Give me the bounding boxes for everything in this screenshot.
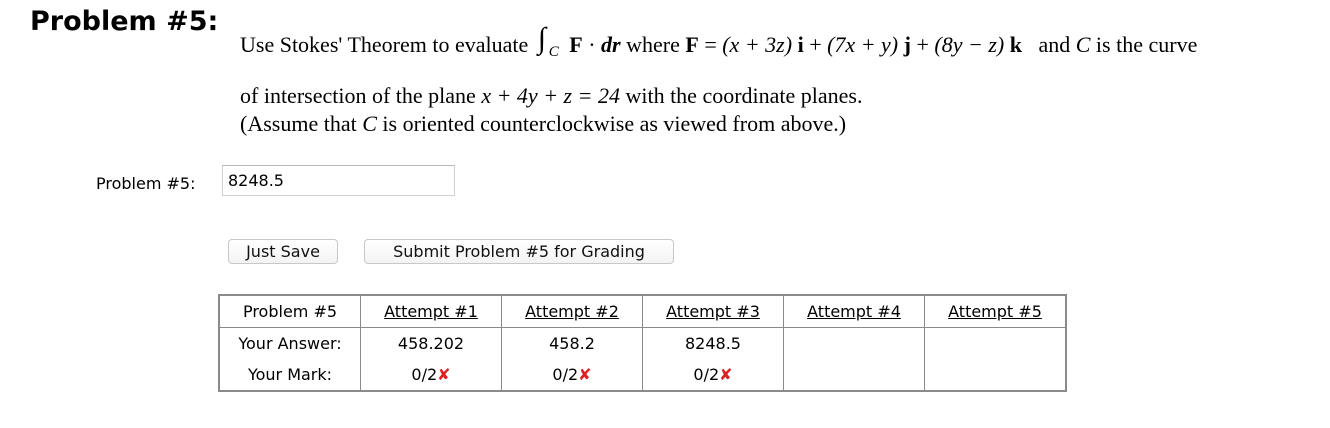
submit-for-grading-button[interactable]: Submit Problem #5 for Grading [364, 239, 674, 264]
your-mark-label: Your Mark: [219, 359, 361, 391]
attempt-3-mark: 0/2✘ [643, 359, 784, 391]
k-component: (8y − z) [934, 32, 1005, 57]
statement-line-1: Use Stokes' Theorem to evaluate ∫ C F · dr where F = (x + 3z) i + (7x + y) j + (8y − z) k and C is the curve [240, 22, 1198, 60]
statement-line-2: of intersection of the plane x + 4y + z = 24 with the coordinate planes. [240, 83, 863, 108]
wrong-x-icon: ✘ [719, 365, 733, 384]
attempt-1-mark: 0/2✘ [361, 359, 502, 391]
problem-title: Problem #5: [30, 6, 219, 37]
wrong-x-icon: ✘ [437, 365, 451, 384]
attempts-corner-label: Problem #5 [219, 295, 361, 328]
attempt-3-link[interactable]: Attempt #3 [666, 302, 760, 321]
attempt-5-link[interactable]: Attempt #5 [948, 302, 1042, 321]
statement-intro: Use Stokes' Theorem to evaluate [240, 32, 529, 57]
attempt-2-answer: 458.2 [502, 328, 643, 360]
attempt-4-mark [784, 359, 925, 391]
i-component: (x + 3z) [722, 32, 793, 57]
answer-input[interactable] [222, 165, 455, 196]
attempt-5-mark [925, 359, 1067, 391]
your-mark-row [219, 359, 1066, 391]
attempt-4-link[interactable]: Attempt #4 [807, 302, 901, 321]
your-answer-label: Your Answer: [219, 328, 361, 360]
attempt-2-link[interactable]: Attempt #2 [525, 302, 619, 321]
attempt-4-answer [784, 328, 925, 360]
your-answer-row [219, 328, 1066, 360]
attempt-3-answer: 8248.5 [643, 328, 784, 360]
wrong-x-icon: ✘ [578, 365, 592, 384]
statement-line-3: (Assume that C is oriented counterclockwise as viewed from above.) [240, 111, 847, 136]
attempts-header-row [219, 295, 1066, 328]
attempt-1-answer: 458.202 [361, 328, 502, 360]
j-component: (7x + y) [827, 32, 899, 57]
attempt-1-link[interactable]: Attempt #1 [384, 302, 478, 321]
answer-label: Problem #5: [96, 174, 196, 193]
attempt-5-answer [925, 328, 1067, 360]
attempt-2-mark: 0/2✘ [502, 359, 643, 391]
plane-equation: x + 4y + z = 24 [481, 83, 620, 108]
attempts-table [218, 294, 1067, 392]
just-save-button[interactable]: Just Save [228, 239, 338, 264]
line-integral-icon: ∫ C [537, 22, 559, 60]
